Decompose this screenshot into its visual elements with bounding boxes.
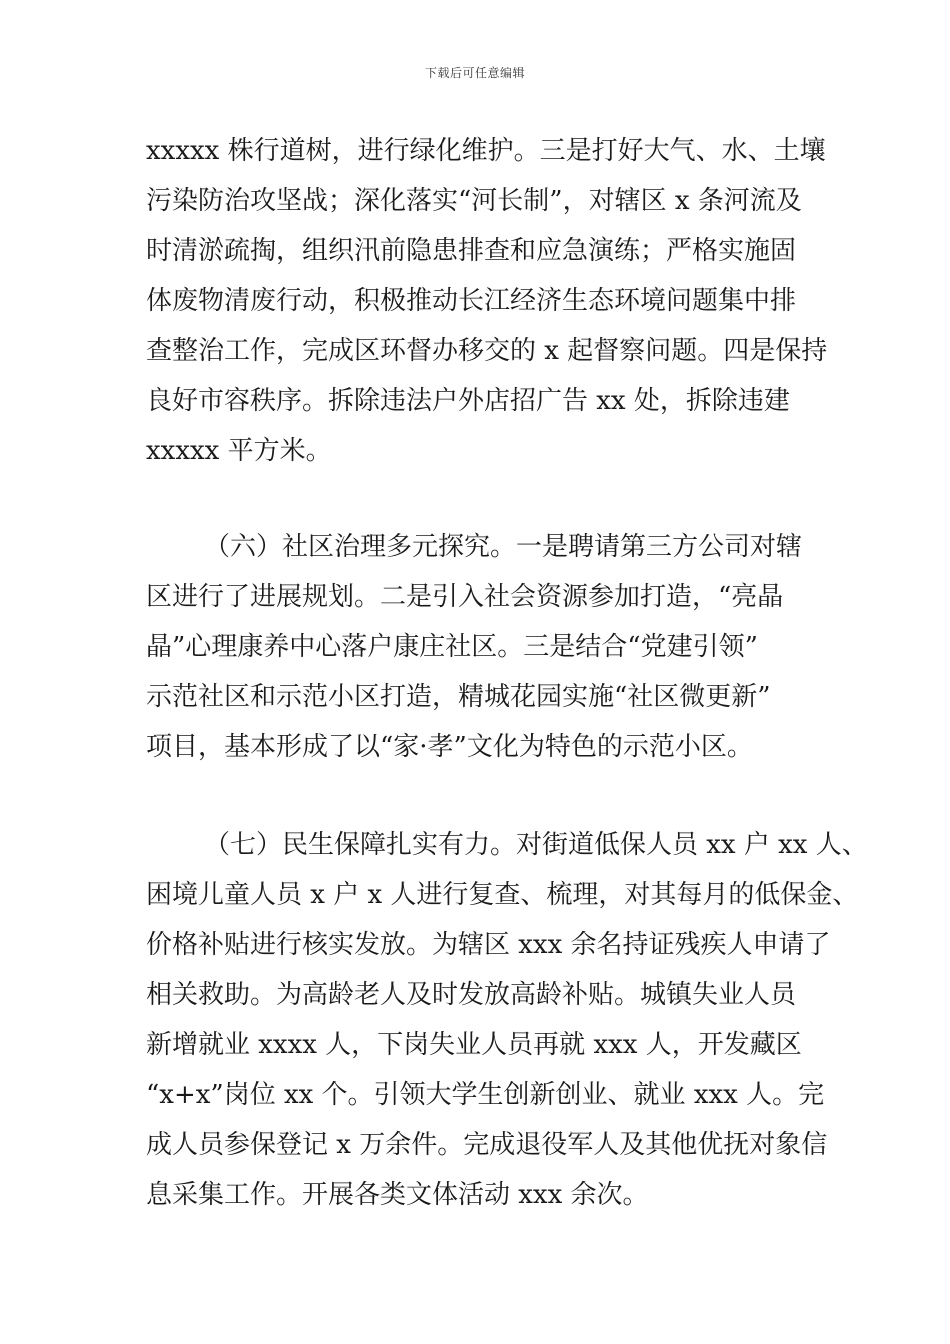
- paragraph-3-line-6: “x+x”岗位 xx 个。引领大学生创新创业、就业 xxx 人。完: [146, 1080, 825, 1110]
- paragraph-2-line-4: 示范社区和示范小区打造，精城花园实施“社区微更新”: [146, 682, 771, 712]
- paragraph-2-line-3: 晶”心理康养中心落户康庄社区。三是结合“党建引领”: [146, 632, 758, 662]
- paragraph-3-line-4: 相关救助。为高龄老人及时发放高龄补贴。城镇失业人员: [146, 980, 797, 1010]
- paragraph-2-line-2: 区进行了进展规划。二是引入社会资源参加打造，“亮晶: [146, 582, 784, 612]
- paragraph-1-line-1: xxxxx 株行道树，进行绿化维护。三是打好大气、水、土壤: [146, 136, 826, 166]
- paragraph-3-line-5: 新增就业 xxxx 人，下岗失业人员再就 xxx 人，开发藏区: [146, 1030, 802, 1060]
- paragraph-3-line-1: （七）民生保障扎实有力。对街道低保人员 xx 户 xx 人、: [204, 830, 868, 860]
- paragraph-1-line-4: 体废物清废行动，积极推动长江经济生态环境问题集中排: [146, 286, 797, 316]
- paragraph-2-line-5: 项目，基本形成了以“家·孝”文化为特色的示范小区。: [146, 732, 753, 762]
- paragraph-1-line-5: 查整治工作，完成区环督办移交的 x 起督察问题。四是保持: [146, 336, 828, 366]
- paragraph-1-line-7: xxxxx 平方米。: [146, 436, 332, 466]
- paragraph-1-line-6: 良好市容秩序。拆除违法户外店招广告 xx 处，拆除违建: [146, 386, 790, 416]
- paragraph-3-line-2: 困境儿童人员 x 户 x 人进行复查、梳理，对其每月的低保金、: [146, 880, 859, 910]
- paragraph-2-line-1: （六）社区治理多元探究。一是聘请第三方公司对辖: [204, 532, 803, 562]
- paragraph-3-line-7: 成人员参保登记 x 万余件。完成退役军人及其他优抚对象信: [146, 1130, 828, 1160]
- page-header-note: 下载后可任意编辑: [424, 66, 525, 80]
- paragraph-1-line-3: 时清淤疏掏，组织汛前隐患排查和应急演练；严格实施固: [146, 236, 797, 266]
- paragraph-3-line-8: 息采集工作。开展各类文体活动 xxx 余次。: [146, 1180, 649, 1210]
- paragraph-3-line-3: 价格补贴进行核实发放。为辖区 xxx 余名持证残疾人申请了: [146, 930, 831, 960]
- paragraph-1-line-2: 污染防治攻坚战；深化落实“河长制”，对辖区 x 条河流及: [146, 186, 802, 216]
